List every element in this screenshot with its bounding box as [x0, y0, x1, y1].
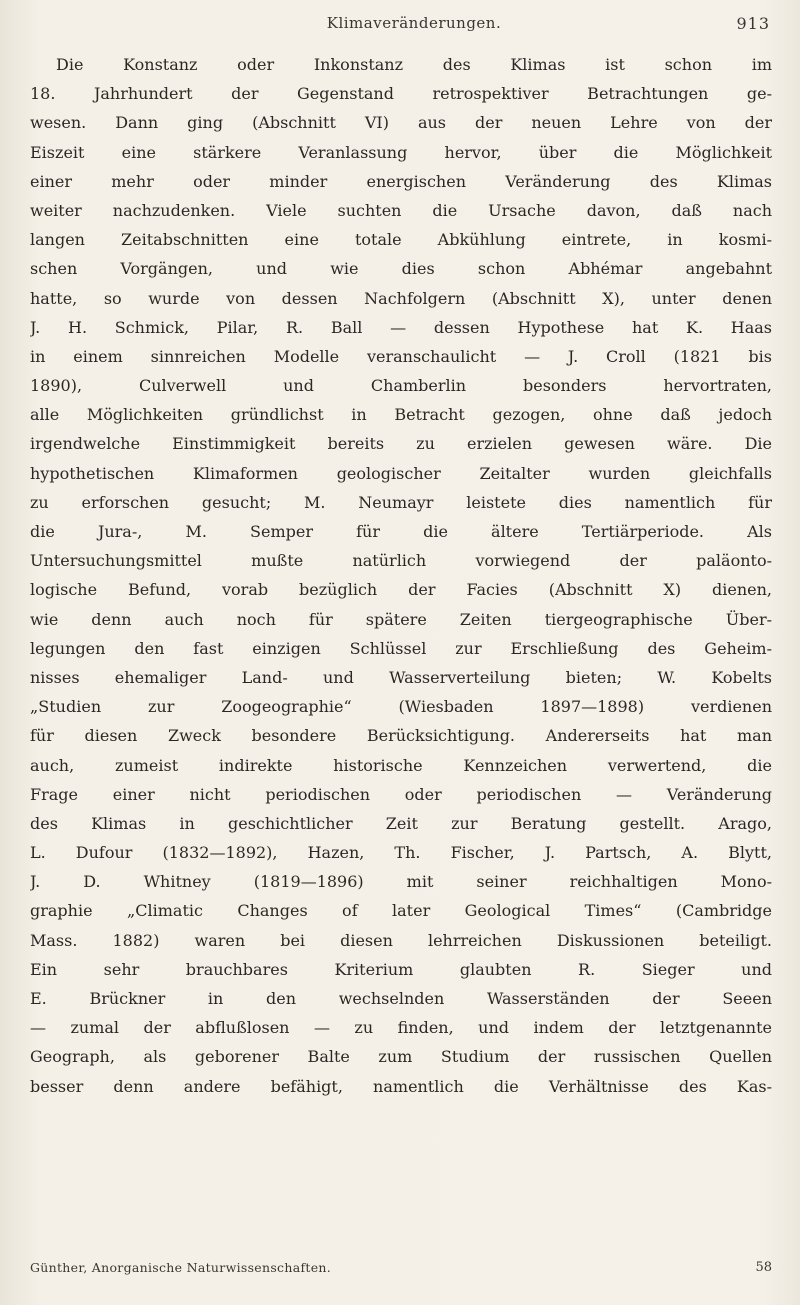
text-line: weiter nachzudenken. Viele suchten die Ursache davon, daß nach: [30, 200, 772, 220]
text-line: legungen den fast einzigen Schlüssel zur Erschließung des Geheim-: [30, 638, 772, 658]
text-line: Geograph, als geborener Balte zum Studium der russischen Quellen: [30, 1047, 772, 1067]
text-line: Frage einer nicht periodischen oder periodischen — Veränderung: [30, 784, 772, 804]
text-line: Ein sehr brauchbares Kriterium glaubten R. Sieger und: [30, 959, 772, 979]
text-line: irgendwelche Einstimmigkeit bereits zu erzielen gewesen wäre. Die: [30, 434, 772, 454]
text-line: hatte, so wurde von dessen Nachfolgern (Abschnitt X), unter denen: [30, 288, 772, 308]
text-line: in einem sinnreichen Modelle veranschaulicht — J. Croll (1821 bis: [30, 346, 772, 366]
text-line: hypothetischen Klimaformen geologischer Zeitalter wurden gleichfalls: [30, 463, 772, 483]
text-line: — zumal der abflußlosen — zu finden, und indem der letztgenannte: [30, 1018, 772, 1038]
running-head: Klimaveränderungen.: [326, 14, 502, 32]
page-footer: [30, 1260, 772, 1280]
text-line: 1890), Culverwell und Chamberlin besonders hervortraten,: [30, 376, 772, 396]
text-line: Untersuchungsmittel mußte natürlich vorwiegend der paläonto-: [30, 551, 772, 571]
text-line: alle Möglichkeiten gründlichst in Betracht gezogen, ohne daß jedoch: [30, 405, 772, 425]
text-line: logische Befund, vorab bezüglich der Facies (Abschnitt X) dienen,: [30, 580, 772, 600]
text-line: zu erforschen gesucht; M. Neumayr leistete dies namentlich für: [30, 492, 772, 512]
text-line: Mass. 1882) waren bei diesen lehrreichen Diskussionen beteiligt.: [30, 930, 772, 950]
text-line: die Jura-, M. Semper für die ältere Tertiärperiode. Als: [30, 522, 772, 541]
text-line: „Studien zur Zoogeographie“ (Wiesbaden 1897—1898) verdienen: [30, 697, 772, 717]
text-line: wesen. Dann ging (Abschnitt VI) aus der neuen Lehre von der: [30, 113, 772, 133]
footer-sheet-number: 58: [755, 1260, 772, 1275]
text-line: auch, zumeist indirekte historische Kennzeichen verwertend, die: [30, 755, 772, 775]
text-line: des Klimas in geschichtlicher Zeit zur Beratung gestellt. Arago,: [30, 813, 772, 833]
text-line: langen Zeitabschnitten eine totale Abkühlung eintrete, in kosmi-: [30, 230, 772, 250]
text-line: für diesen Zweck besondere Berücksichtigung. Andererseits hat man: [30, 726, 772, 746]
text-line: J. H. Schmick, Pilar, R. Ball — dessen Hypothese hat K. Haas: [30, 317, 772, 337]
page-header: [58, 14, 770, 38]
text-line: wie denn auch noch für spätere Zeiten tiergeographische Über-: [30, 609, 772, 629]
text-line: L. Dufour (1832—1892), Hazen, Th. Fischer, J. Partsch, A. Blytt,: [30, 843, 772, 863]
text-line: schen Vorgängen, und wie dies schon Abhémar angebahnt: [30, 259, 772, 279]
text-line: besser denn andere befähigt, namentlich die Verhältnisse des Kas-: [30, 1076, 772, 1096]
text-line: graphie „Climatic Changes of later Geological Times“ (Cambridge: [30, 901, 772, 921]
text-line: 18. Jahrhundert der Gegenstand retrospektiver Betrachtungen ge-: [30, 84, 772, 104]
text-line: Die Konstanz oder Inkonstanz des Klimas ist schon im: [56, 55, 772, 74]
footer-signature: Günther, Anorganische Naturwissenschaften.: [30, 1260, 332, 1275]
text-line: E. Brückner in den wechselnden Wasserständen der Seeen: [30, 989, 772, 1008]
text-line: nisses ehemaliger Land- und Wasserverteilung bieten; W. Kobelts: [30, 667, 772, 687]
text-line: einer mehr oder minder energischen Veränderung des Klimas: [30, 171, 772, 191]
page-number: 913: [736, 14, 770, 33]
body-text: [30, 50, 772, 1101]
text-line: Eiszeit eine stärkere Veranlassung hervor, über die Möglichkeit: [30, 142, 772, 162]
text-line: J. D. Whitney (1819—1896) mit seiner reichhaltigen Mono-: [30, 872, 772, 892]
